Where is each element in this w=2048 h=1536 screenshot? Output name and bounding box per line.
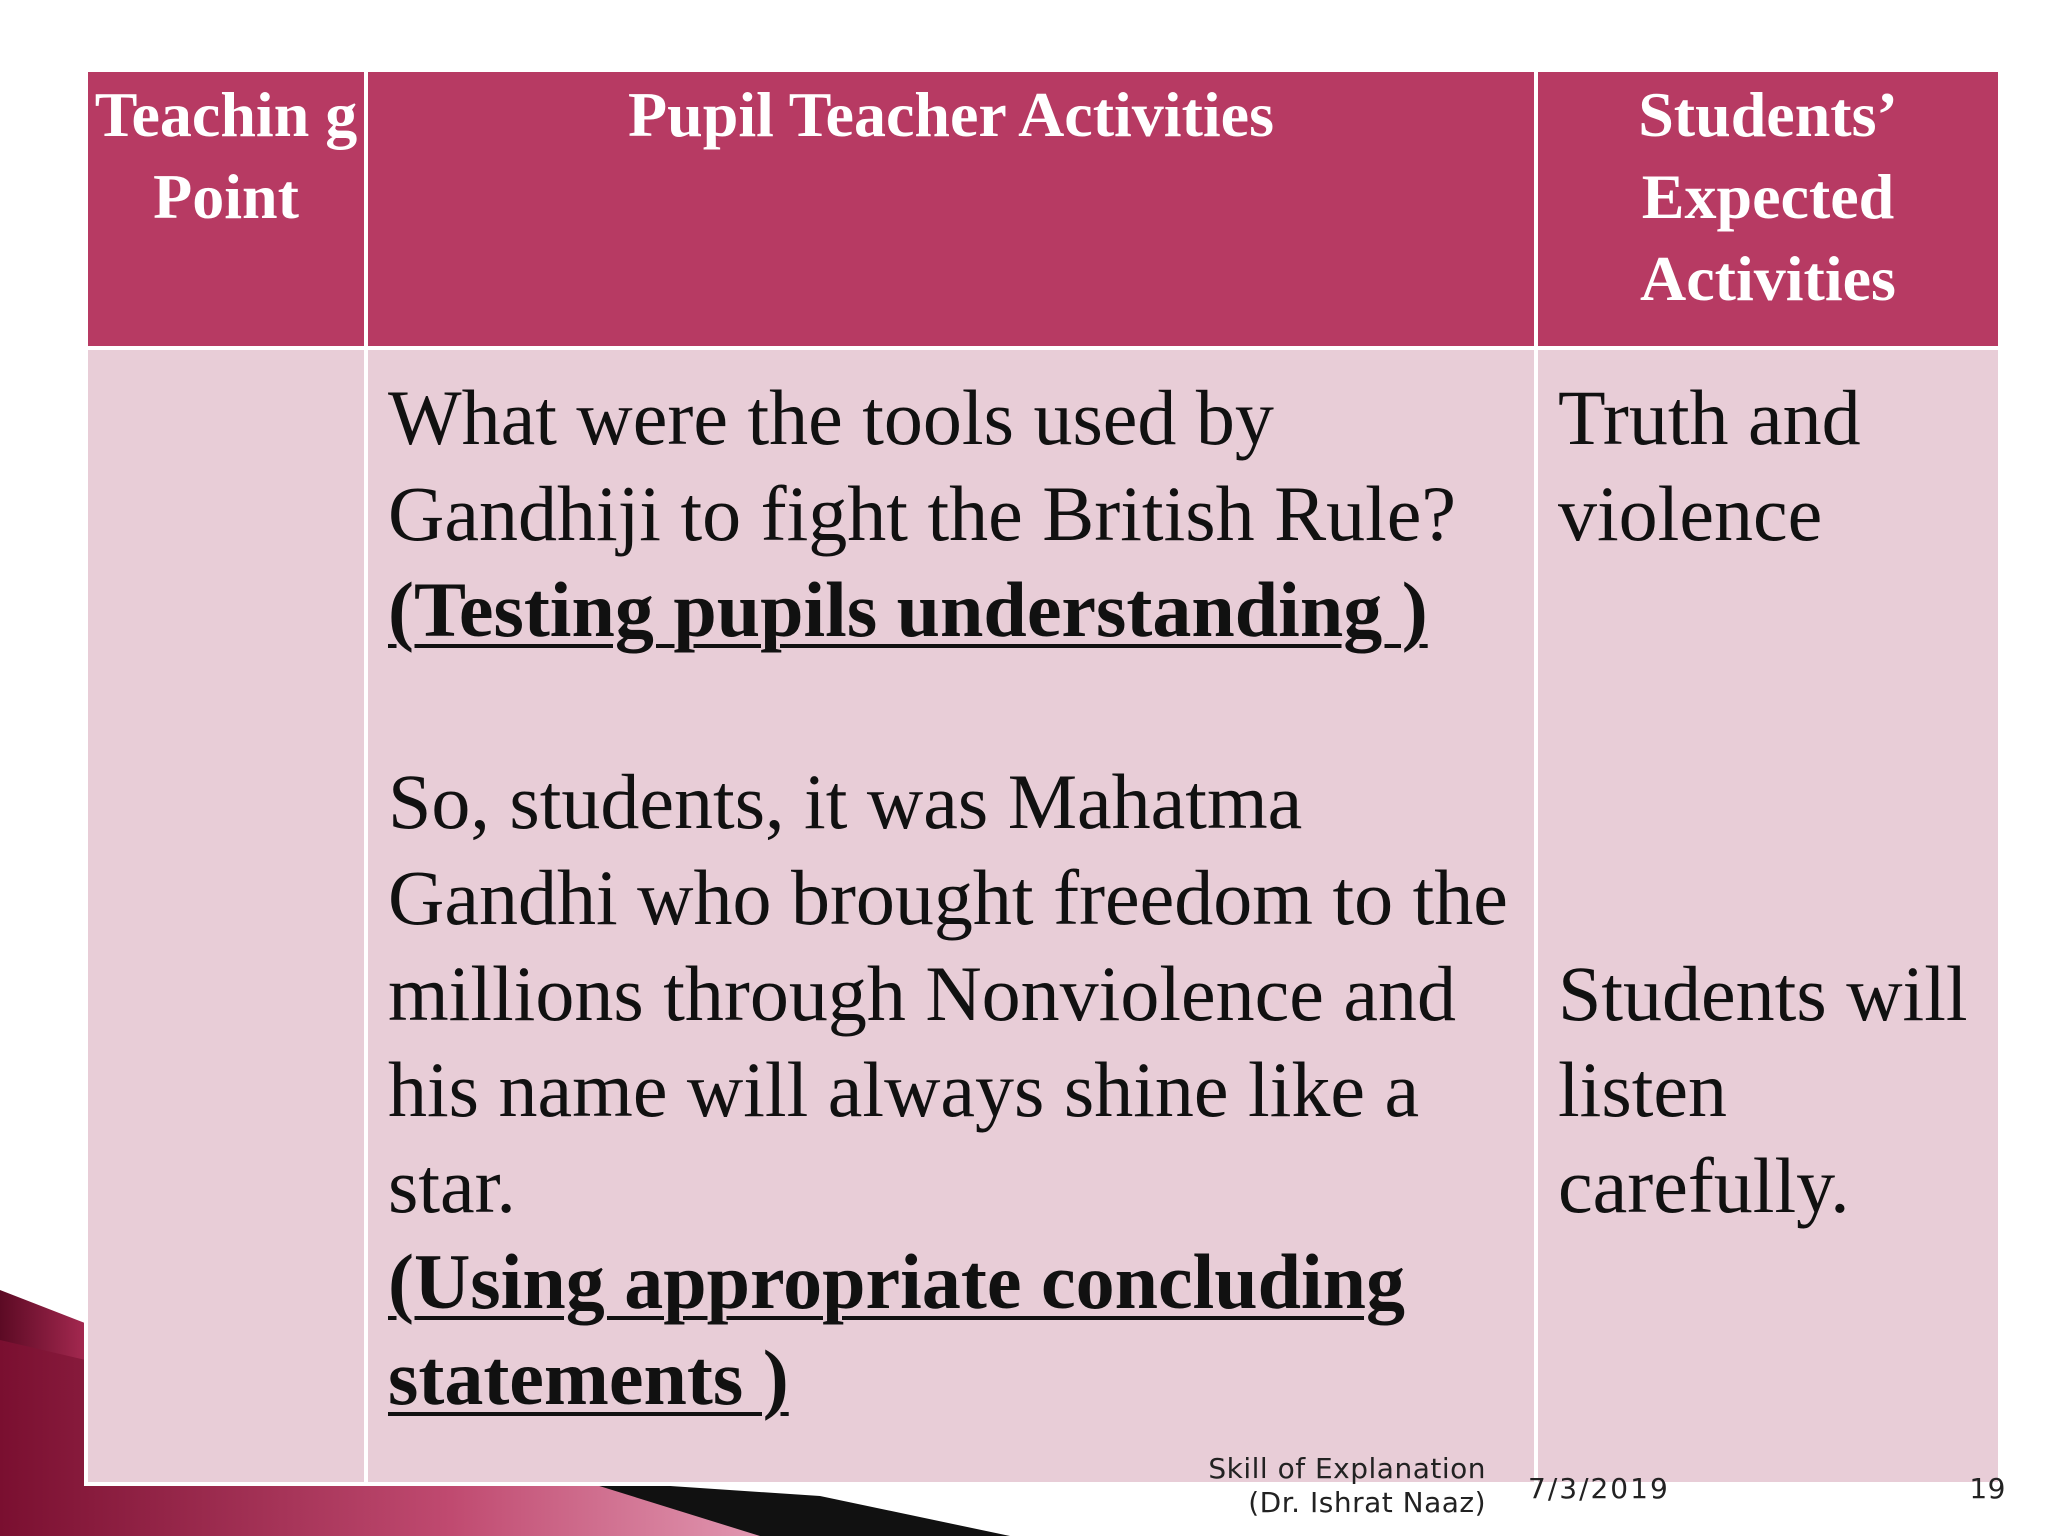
activity-conclusion-note: (Using appropriate concluding statements ) bbox=[388, 1238, 1406, 1421]
header-students-expected-activities: Students’ Expected Activities bbox=[1536, 70, 2000, 348]
activity-question: What were the tools used by Gandhiji to fight the British Rule? bbox=[388, 374, 1457, 557]
activity-question-note: (Testing pupils understanding ) bbox=[388, 566, 1428, 653]
expected-answer-1: Truth and violence bbox=[1558, 374, 1861, 557]
expected-answer-2: Students will listen carefully. bbox=[1558, 950, 1968, 1229]
footer-title-line2: (Dr. Ishrat Naaz) bbox=[1248, 1486, 1486, 1519]
footer-date: 7/3/2019 bbox=[1528, 1472, 1670, 1505]
header-pupil-teacher-activities: Pupil Teacher Activities bbox=[366, 70, 1536, 348]
footer-title bbox=[1190, 1452, 1486, 1520]
header-teaching-point: Teachin g Point bbox=[86, 70, 366, 348]
table-header-row bbox=[86, 70, 2000, 348]
cell-expected bbox=[1536, 348, 2000, 1484]
cell-teaching-point bbox=[86, 348, 366, 1484]
lesson-plan-table bbox=[84, 68, 2002, 1486]
page-number: 19 bbox=[1969, 1472, 2006, 1505]
table-row bbox=[86, 348, 2000, 1484]
footer-title-line1: Skill of Explanation bbox=[1208, 1452, 1486, 1485]
activity-conclusion: So, students, it was Mahatma Gandhi who brought freedom to the millions through Nonviolence and his name will always shine like a star. bbox=[388, 758, 1508, 1229]
cell-activities bbox=[366, 348, 1536, 1484]
